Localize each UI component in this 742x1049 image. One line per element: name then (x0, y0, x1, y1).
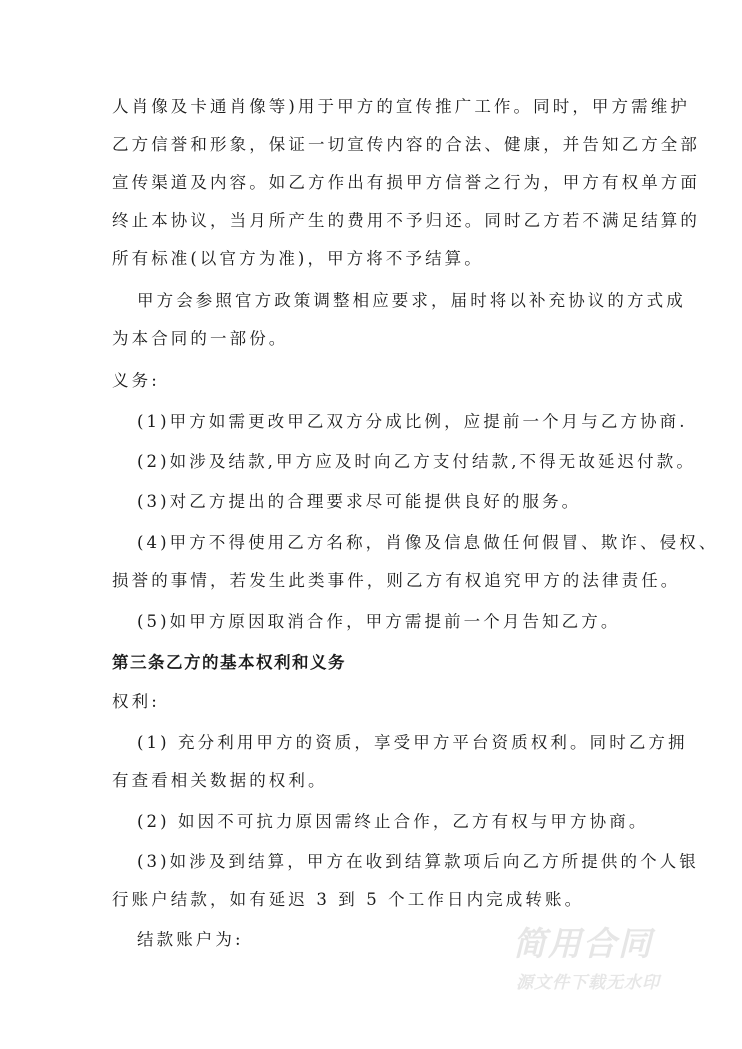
section-label-rights: 权利: (112, 692, 160, 711)
list-item: (4)甲方不得使用乙方名称，肖像及信息做任何假冒、欺诈、侵权、 (137, 533, 719, 552)
paragraph-line: 所有标准(以官方为准)，甲方将不予结算。 (112, 249, 484, 268)
paragraph-line: 甲方会参照官方政策调整相应要求，届时将以补充协议的方式成 (137, 291, 686, 310)
paragraph-line: 人肖像及卡通肖像等)用于甲方的宣传推广工作。同时，甲方需维护 (112, 97, 690, 116)
list-item: (2)如涉及结款,甲方应及时向乙方支付结款,不得无故延迟付款。 (137, 452, 696, 471)
paragraph-line: 有查看相关数据的权利。 (112, 771, 328, 790)
list-item: (3)如涉及到结算，甲方在收到结算款项后向乙方所提供的个人银 (137, 852, 699, 871)
paragraph-line: 行账户结款，如有延迟 3 到 5 个工作日内完成转账。 (112, 890, 585, 909)
paragraph-line: 终止本协议，当月所产生的费用不予归还。同时乙方若不满足结算的 (112, 211, 700, 230)
list-item: (2) 如因不可抗力原因需终止合作，乙方有权与甲方协商。 (137, 812, 649, 831)
section-label-obligations: 义务: (112, 371, 160, 390)
account-label: 结款账户为: (137, 930, 244, 949)
list-item: (1) 充分利用甲方的资质，享受甲方平台资质权利。同时乙方拥 (137, 733, 688, 752)
watermark-logo: 简用合同 (513, 924, 653, 963)
list-item: (1)甲方如需更改甲乙双方分成比例，应提前一个月与乙方协商. (137, 412, 688, 431)
paragraph-line: 乙方信誉和形象，保证一切宣传内容的合法、健康，并告知乙方全部 (112, 135, 700, 154)
paragraph-line: 宣传渠道及内容。如乙方作出有损甲方信誉之行为，甲方有权单方面 (112, 173, 700, 192)
paragraph-line: 损誉的事情，若发生此类事件，则乙方有权追究甲方的法律责任。 (112, 571, 681, 590)
list-item: (3)对乙方提出的合理要求尽可能提供良好的服务。 (137, 492, 582, 511)
list-item: (5)如甲方原因取消合作，甲方需提前一个月告知乙方。 (137, 612, 621, 631)
section-heading: 第三条乙方的基本权利和义务 (112, 653, 346, 672)
watermark-caption: 源文件下载无水印 (516, 973, 660, 993)
paragraph-line: 为本合同的一部份。 (112, 329, 289, 348)
